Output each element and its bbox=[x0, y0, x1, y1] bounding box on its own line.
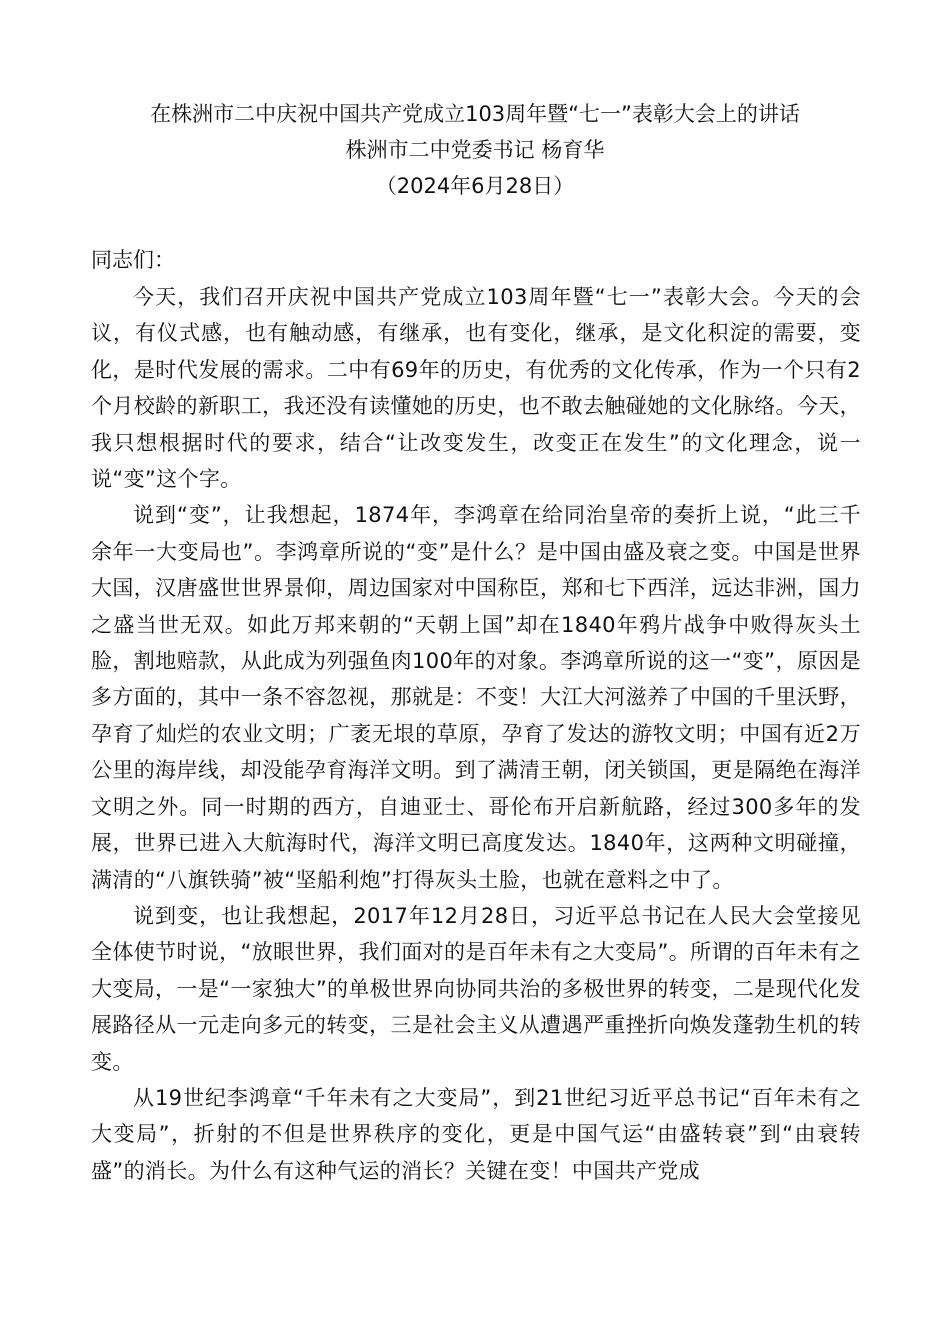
paragraph: 说到“变”，让我想起，1874年，李鸿章在给同治皇帝的奏折上说，“此三千余年一大变局也”。李鸿章所说的“变”是什么？是中国由盛及衰之变。中国是世界大国，汉唐盛世世界景仰，周边国家对中国称臣，郑和七下西洋，远达非洲，国力之盛当世无双。如此万邦来朝的“天朝上国”却在1840年鸦片战争中败得灰头土脸，割地赔款，从此成为列强鱼肉100年的对象。李鸿章所说的这一“变”，原因是多方面的，其中一条不容忽视，那就是：不变！大江大河滋养了中国的千里沃野，孕育了灿烂的农业文明；广袤无垠的草原，孕育了发达的游牧文明；中国有近2万公里的海岸线，却没能孕育海洋文明。到了满清王朝，闭关锁国，更是隔绝在海洋文明之外。同一时期的西方，自迪亚士、哥伦布开启新航路，经过300多年的发展，世界已进入大航海时代，海洋文明已高度发达。1840年，这两种文明碰撞，满清的“八旗铁骑”被“坚船利炮”打得灰头土脸，也就在意料之中了。 bbox=[91, 503, 861, 892]
paragraph: 说到变，也让我想起，2017年12月28日，习近平总书记在人民大会堂接见全体使节时说，“放眼世界，我们面对的是百年未有之大变局”。所谓的百年未有之大变局，一是“一家独大”的单极世界向协同共治的多极世界的转变，二是现代化发展路径从一元走向多元的转变，三是社会主义从遭遇严重挫折向焕发蓬勃生机的转变。 bbox=[91, 903, 861, 1074]
paragraph: 今天，我们召开庆祝中国共产党成立103周年暨“七一”表彰大会。今天的会议，有仪式感，也有触动感，有继承，也有变化，继承，是文化积淀的需要，变化，是时代发展的需求。二中有69年的历史，有优秀的文化传承，作为一个只有2个月校龄的新职工，我还没有读懂她的历史，也不敢去触碰她的文化脉络。今天，我只想根据时代的要求，结合“让改变发生，改变正在发生”的文化理念，说一说“变”这个字。 bbox=[91, 285, 861, 492]
paragraph: 从19世纪李鸿章“千年未有之大变局”，到21世纪习近平总书记“百年未有之大变局”，折射的不但是世界秩序的变化，更是中国气运“由盛转衰”到“由衰转盛”的消长。为什么有这种气运的消长？关键在变！中国共产党成 bbox=[91, 1085, 861, 1183]
speech-title: 在株洲市二中庆祝中国共产党成立103周年暨“七一”表彰大会上的讲话 bbox=[150, 102, 800, 126]
speech-body bbox=[91, 279, 861, 1189]
speech-date: （2024年6月28日） bbox=[375, 174, 575, 198]
speaker-line: 株洲市二中党委书记 杨育华 bbox=[345, 138, 605, 162]
document-header bbox=[0, 96, 950, 204]
salutation: 同志们： bbox=[91, 248, 175, 272]
